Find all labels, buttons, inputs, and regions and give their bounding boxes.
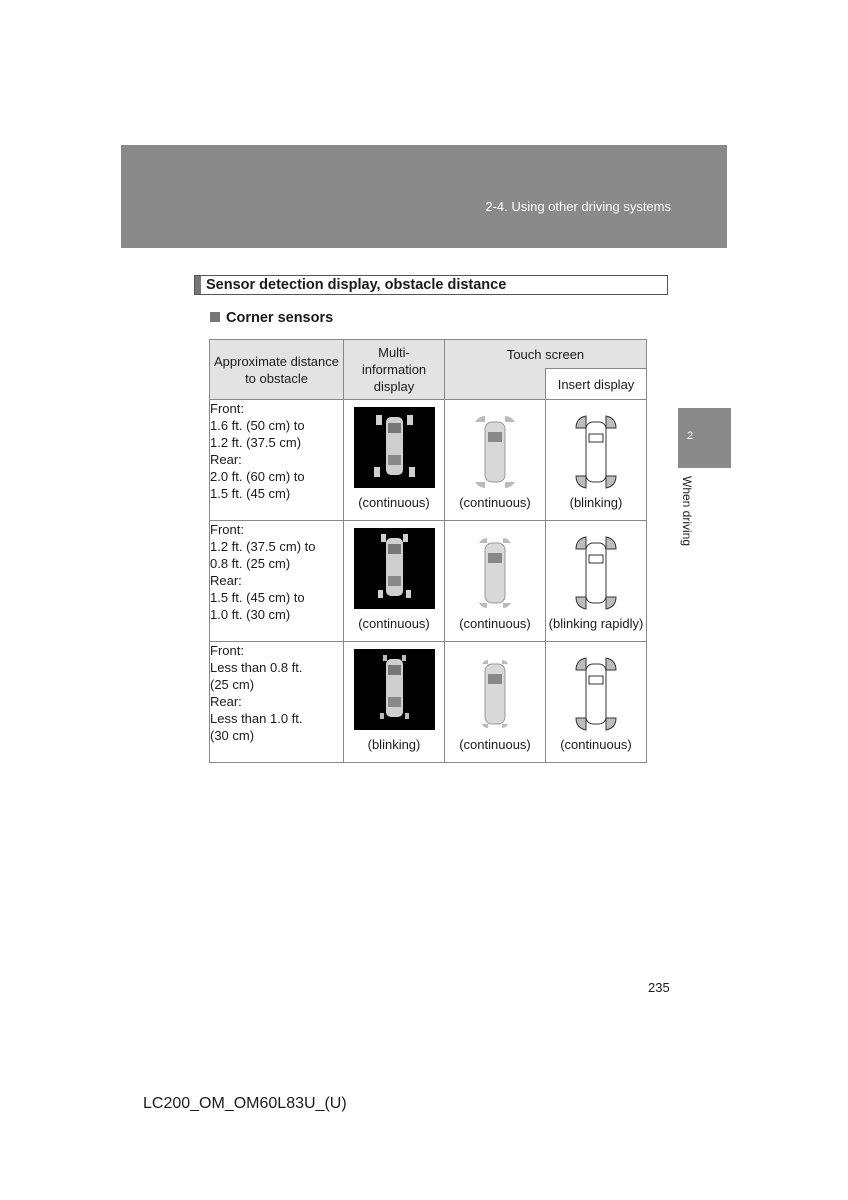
insert-display-car-image <box>574 656 618 732</box>
multi-display-image <box>354 407 435 488</box>
touch-screen-car-image <box>473 656 517 732</box>
distance-line: Rear: <box>210 573 242 588</box>
insert-caption: (continuous) <box>560 737 632 752</box>
distance-line: 1.2 ft. (37.5 cm) to <box>210 539 316 554</box>
chapter-label: When driving <box>680 476 694 547</box>
multi-display-cell <box>344 642 445 763</box>
distance-line: (25 cm) <box>210 677 255 692</box>
insert-display-car-image <box>574 535 618 611</box>
touch-screen-car-image <box>473 414 517 490</box>
distance-cell <box>210 400 344 521</box>
distance-line: Front: <box>210 401 244 416</box>
sensor-table <box>209 339 647 763</box>
header-touch <box>445 340 647 369</box>
distance-line: 1.2 ft. (37.5 cm) <box>210 435 302 450</box>
multi-display-image <box>354 649 435 730</box>
touch-cell <box>445 642 546 763</box>
insert-caption: (blinking) <box>569 495 623 510</box>
distance-line: 1.5 ft. (45 cm) <box>210 486 291 501</box>
touch-caption: (continuous) <box>459 495 531 510</box>
distance-line: (30 cm) <box>210 728 255 743</box>
distance-line: Rear: <box>210 694 242 709</box>
header-insert <box>546 369 647 400</box>
table-row <box>210 400 647 521</box>
header-insert-text: Insert display <box>557 376 635 392</box>
insert-cell <box>546 400 647 521</box>
insert-cell <box>546 642 647 763</box>
multi-caption: (continuous) <box>358 495 430 510</box>
multi-caption: (blinking) <box>367 737 421 752</box>
distance-line: 0.8 ft. (25 cm) <box>210 556 291 571</box>
distance-line: Rear: <box>210 452 242 467</box>
multi-display-cell <box>344 521 445 642</box>
distance-cell <box>210 642 344 763</box>
insert-cell <box>546 521 647 642</box>
insert-display-car-image <box>574 414 618 490</box>
header-multi-text: Multi-information display <box>361 345 427 394</box>
section-title-box <box>194 275 668 295</box>
header-touch-text: Touch screen <box>506 347 585 362</box>
distance-line: Less than 0.8 ft. <box>210 660 303 675</box>
square-bullet-icon <box>210 312 220 322</box>
chapter-tab <box>678 408 731 468</box>
distance-cell <box>210 521 344 642</box>
touch-caption: (continuous) <box>459 737 531 752</box>
table-row <box>210 642 647 763</box>
distance-line: Front: <box>210 522 244 537</box>
table-row <box>210 521 647 642</box>
page-number: 235 <box>648 980 670 995</box>
distance-line: 1.6 ft. (50 cm) to <box>210 418 305 433</box>
distance-line: 2.0 ft. (60 cm) to <box>210 469 305 484</box>
multi-caption: (continuous) <box>358 616 430 631</box>
section-title-bar <box>195 276 201 294</box>
section-title: Sensor detection display, obstacle distance <box>206 277 507 293</box>
insert-caption: (blinking rapidly) <box>548 616 644 631</box>
subheading <box>210 310 333 326</box>
subheading-text: Corner sensors <box>226 310 334 326</box>
header-touch-blank <box>445 369 546 400</box>
touch-cell <box>445 521 546 642</box>
chapter-number: 2 <box>687 430 694 442</box>
footer-code: LC200_OM_OM60L83U_(U) <box>143 1095 347 1112</box>
touch-caption: (continuous) <box>459 616 531 631</box>
distance-line: 1.0 ft. (30 cm) <box>210 607 291 622</box>
distance-line: Front: <box>210 643 244 658</box>
header-band <box>121 145 727 248</box>
header-distance <box>210 340 344 400</box>
multi-display-cell <box>344 400 445 521</box>
distance-line: 1.5 ft. (45 cm) to <box>210 590 305 605</box>
section-label: 2-4. Using other driving systems <box>485 199 671 214</box>
touch-cell <box>445 400 546 521</box>
distance-line: Less than 1.0 ft. <box>210 711 303 726</box>
touch-screen-car-image <box>473 535 517 611</box>
header-multi <box>344 340 445 400</box>
header-distance-text: Approximate distance to obstacle <box>213 353 339 386</box>
multi-display-image <box>354 528 435 609</box>
